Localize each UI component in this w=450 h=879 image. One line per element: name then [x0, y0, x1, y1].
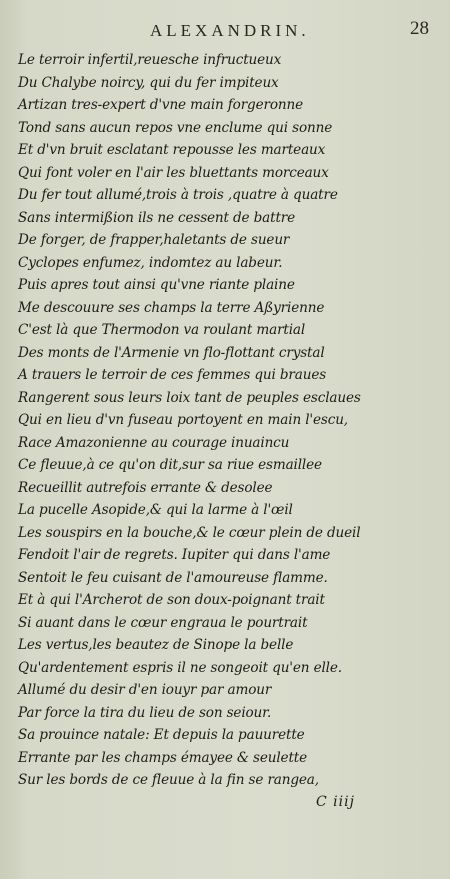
verse-line: Qui font voler en l'air les bluettants morceaux — [18, 164, 329, 181]
running-head: ALEXANDRIN. — [150, 21, 310, 40]
verse-line: Artizan tres-expert d'vne main forgeronne — [18, 97, 303, 113]
verse-line: Me descouure ses champs la terre Aßyrienne — [18, 299, 325, 316]
verse-line: Du fer tout allumé,trois à trois ,quatre à quatre — [18, 187, 338, 203]
verse-line: Et à qui l'Archerot de son doux-poignant trait — [18, 592, 325, 608]
page-number: 28 — [410, 18, 429, 39]
verse-line: Puis apres tout ainsi qu'vne riante plaine — [18, 277, 295, 293]
verse-line: Sans intermißion ils ne cessent de battre — [18, 209, 296, 226]
verse-block — [18, 49, 438, 792]
verse-line: Et d'vn bruit esclatant repousse les marteaux — [18, 142, 326, 158]
verse-line: Qui en lieu d'vn fuseau portoyent en main l'escu, — [18, 412, 348, 428]
signature-mark: C iiij — [316, 794, 355, 810]
verse-line: Race Amazonienne au courage inuaincu — [18, 434, 290, 451]
verse-line: Allumé du desir d'en iouyr par amour — [18, 682, 272, 698]
verse-line: Sentoit le feu cuisant de l'amoureuse flamme. — [18, 569, 328, 586]
verse-line: Sur les bords de ce fleuue à la fin se rangea, — [18, 772, 319, 788]
verse-line: De forger, de frapper,haletants de sueur — [18, 232, 290, 248]
verse-line: Du Chalybe noircy, qui du fer impiteux — [18, 74, 279, 91]
verse-line: Par force la tira du lieu de son seiour. — [18, 704, 272, 721]
verse-line: Fendoit l'air de regrets. Iupiter qui dans l'ame — [18, 547, 331, 563]
verse-line: Errante par les champs émayee & seulette — [18, 749, 307, 766]
verse-line: Si auant dans le cœur engraua le pourtrait — [18, 614, 308, 631]
verse-line: Ce fleuue,à ce qu'on dit,sur sa riue esmaillee — [18, 457, 322, 473]
verse-line: Recueillit autrefois errante & desolee — [18, 479, 273, 496]
verse-line: A trauers le terroir de ces femmes qui braues — [18, 367, 327, 383]
verse-line: C'est là que Thermodon va roulant martial — [18, 322, 306, 338]
verse-line: Le terroir infertil,reuesche infructueux — [18, 52, 282, 68]
verse-line: La pucelle Asopide,& qui la larme à l'œil — [18, 502, 293, 518]
verse-line: Les vertus,les beautez de Sinope la belle — [18, 637, 294, 653]
verse-line: Rangerent sous leurs loix tant de peuples esclaues — [18, 389, 361, 406]
verse-line: Cyclopes enfumez, indomtez au labeur. — [18, 254, 283, 271]
verse-line: Sa prouince natale: Et depuis la pauurette — [18, 727, 305, 743]
verse-line: Les souspirs en la bouche,& le cœur plein de dueil — [18, 524, 361, 541]
verse-line: Tond sans aucun repos vne enclume qui sonne — [18, 119, 333, 136]
verse-line: Des monts de l'Armenie vn flo-flottant crystal — [18, 344, 325, 361]
page-header — [0, 18, 450, 46]
verse-line: Qu'ardentement espris il ne songeoit qu'en elle. — [18, 659, 342, 676]
